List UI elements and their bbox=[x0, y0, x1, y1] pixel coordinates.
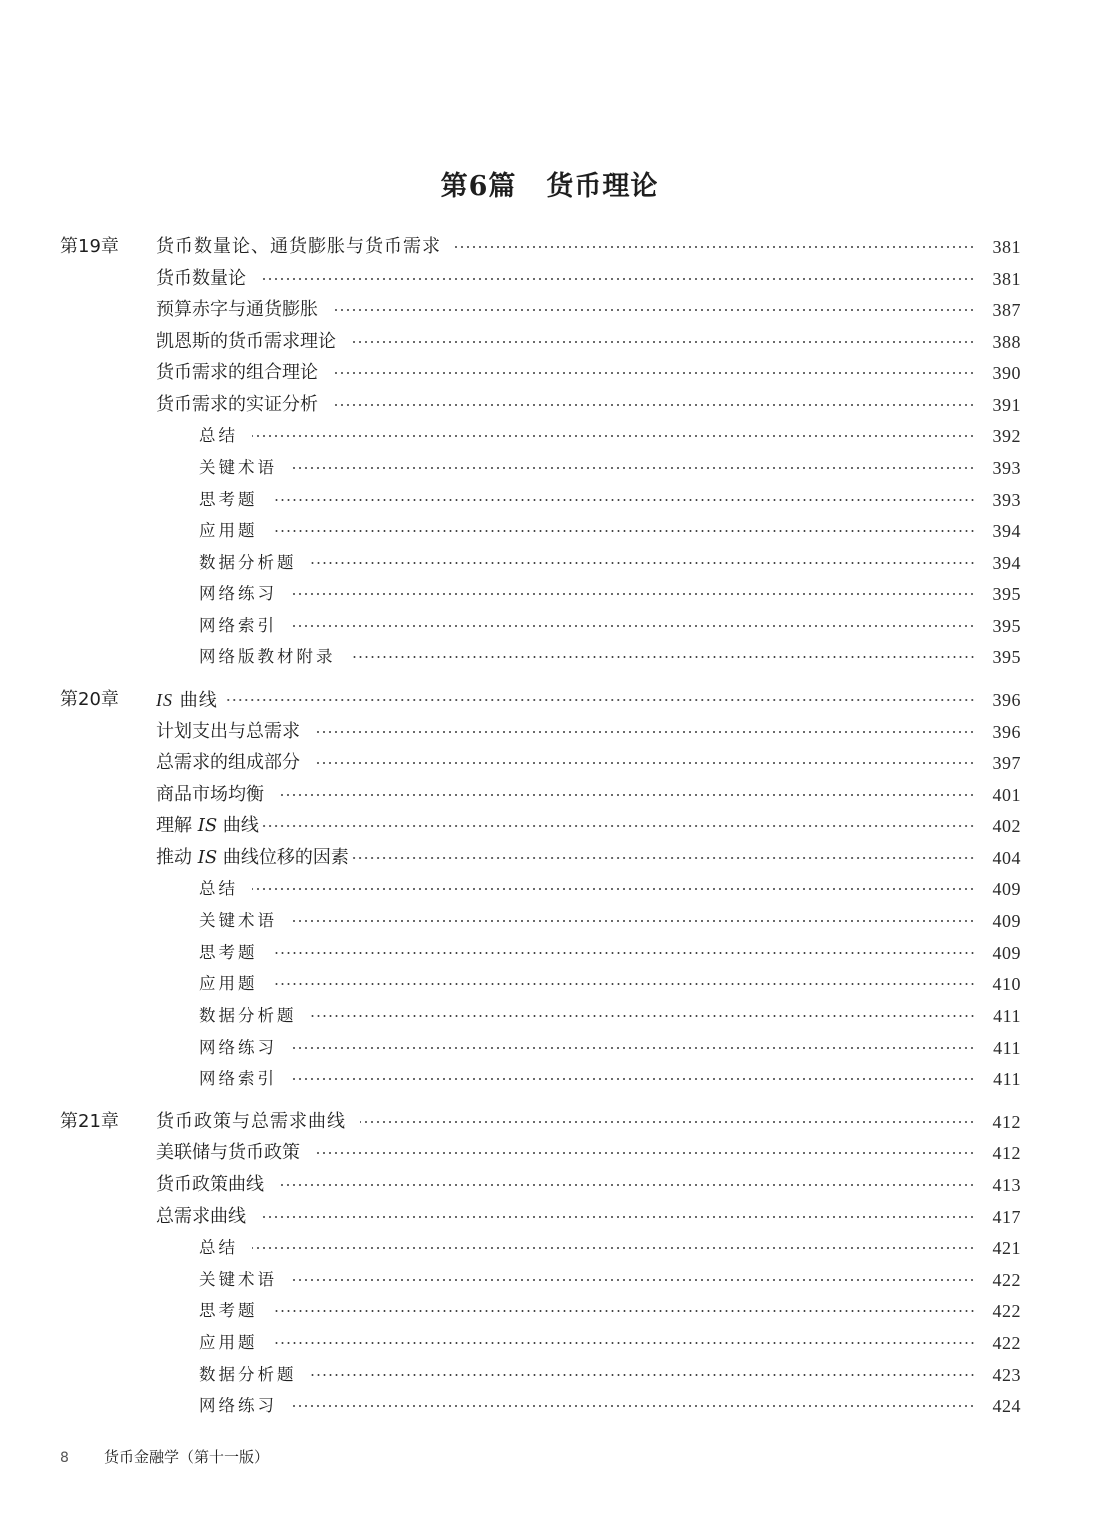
toc-section[interactable] bbox=[156, 295, 1021, 325]
page-number: 402 bbox=[992, 816, 1021, 836]
footer-book-title: 货币金融学（第十一版） bbox=[104, 1448, 270, 1466]
toc-section[interactable] bbox=[156, 327, 1021, 357]
dot-leader bbox=[291, 467, 975, 469]
part-name: 货币理论 bbox=[546, 171, 659, 202]
subsection-title: 网络练习 bbox=[199, 1038, 277, 1057]
toc-subsection[interactable] bbox=[199, 516, 1021, 546]
page-number: 392 bbox=[992, 426, 1021, 446]
toc-subsection[interactable] bbox=[199, 421, 1021, 451]
toc-subsection[interactable] bbox=[199, 1391, 1021, 1421]
dot-leader bbox=[360, 1121, 975, 1123]
section-title: 预算赤字与通货膨胀 bbox=[156, 299, 318, 320]
subsection-title: 应用题 bbox=[199, 1333, 258, 1352]
dot-leader bbox=[332, 309, 975, 311]
section-title: 总需求的组成部分 bbox=[156, 752, 300, 773]
page-number: 388 bbox=[992, 332, 1021, 352]
subsection-title: 总结 bbox=[199, 426, 238, 445]
toc-subsection[interactable] bbox=[199, 579, 1021, 609]
page-number: 396 bbox=[992, 690, 1021, 710]
toc-subsection[interactable] bbox=[199, 485, 1021, 515]
part-title bbox=[0, 164, 1099, 203]
is-italic: IS bbox=[156, 689, 173, 710]
dot-leader bbox=[350, 341, 975, 343]
toc-subsection[interactable] bbox=[199, 1265, 1021, 1295]
subsection-title: 总结 bbox=[199, 1238, 238, 1257]
page-number: 396 bbox=[992, 722, 1021, 742]
dot-leader bbox=[353, 857, 975, 859]
toc-subsection[interactable] bbox=[199, 969, 1021, 999]
dot-leader bbox=[272, 1342, 976, 1344]
toc-section[interactable] bbox=[156, 748, 1021, 778]
toc-subsection[interactable] bbox=[199, 1296, 1021, 1326]
page-number: 409 bbox=[992, 943, 1021, 963]
chapter-number: 第19章 bbox=[60, 236, 119, 257]
toc-section[interactable] bbox=[156, 264, 1021, 294]
page-number: 411 bbox=[993, 1069, 1021, 1089]
page-number: 422 bbox=[992, 1333, 1021, 1353]
toc-section[interactable] bbox=[156, 1138, 1021, 1168]
toc-subsection[interactable] bbox=[199, 906, 1021, 936]
toc-subsection[interactable] bbox=[199, 1033, 1021, 1063]
toc-subsection[interactable] bbox=[199, 938, 1021, 968]
page-number: 395 bbox=[992, 616, 1021, 636]
dot-leader bbox=[332, 372, 975, 374]
subsection-title: 网络索引 bbox=[199, 616, 277, 635]
page-number: 417 bbox=[992, 1207, 1021, 1227]
section-title: 计划支出与总需求 bbox=[156, 721, 300, 742]
page-number: 395 bbox=[992, 584, 1021, 604]
page-number: 393 bbox=[992, 458, 1021, 478]
dot-leader bbox=[291, 593, 975, 595]
subsection-title: 思考题 bbox=[199, 1301, 258, 1320]
section-title bbox=[156, 811, 259, 841]
page-number: 381 bbox=[992, 237, 1021, 257]
chapter-number: 第21章 bbox=[60, 1111, 119, 1132]
dot-leader bbox=[350, 656, 976, 658]
subsection-title: 数据分析题 bbox=[199, 1365, 297, 1384]
dot-leader bbox=[224, 699, 975, 701]
subsection-title: 网络练习 bbox=[199, 584, 277, 603]
toc-subsection[interactable] bbox=[199, 1233, 1021, 1263]
toc-subsection[interactable] bbox=[199, 1064, 1021, 1094]
toc-chapter-20[interactable] bbox=[60, 685, 1021, 715]
toc-subsection[interactable] bbox=[199, 1360, 1021, 1390]
section-title: 美联储与货币政策 bbox=[156, 1142, 300, 1163]
subsection-title: 数据分析题 bbox=[199, 553, 297, 572]
dot-leader bbox=[291, 1078, 975, 1080]
page-number: 412 bbox=[992, 1143, 1021, 1163]
page-number: 393 bbox=[992, 490, 1021, 510]
chapter-title bbox=[156, 685, 218, 716]
dot-leader bbox=[263, 825, 975, 827]
toc-section[interactable] bbox=[156, 1202, 1021, 1232]
toc-subsection[interactable] bbox=[199, 874, 1021, 904]
toc-section[interactable] bbox=[156, 780, 1021, 810]
dot-leader bbox=[311, 1374, 976, 1376]
subsection-title: 思考题 bbox=[199, 490, 258, 509]
page-number: 395 bbox=[992, 647, 1021, 667]
dot-leader bbox=[272, 983, 976, 985]
section-title: 总需求曲线 bbox=[156, 1206, 246, 1227]
page-number: 411 bbox=[993, 1038, 1021, 1058]
subsection-title: 关键术语 bbox=[199, 911, 277, 930]
section-title-part: 理解 bbox=[156, 815, 192, 836]
dot-leader bbox=[272, 530, 976, 532]
chapter-title-text: 曲线 bbox=[179, 689, 218, 711]
subsection-title: 网络练习 bbox=[199, 1396, 277, 1415]
dot-leader bbox=[291, 1405, 975, 1407]
dot-leader bbox=[314, 1152, 975, 1154]
dot-leader bbox=[272, 1310, 976, 1312]
dot-leader bbox=[278, 794, 975, 796]
page-number: 421 bbox=[992, 1238, 1021, 1258]
subsection-title: 网络索引 bbox=[199, 1069, 277, 1088]
toc-section[interactable] bbox=[156, 358, 1021, 388]
toc-subsection[interactable] bbox=[199, 453, 1021, 483]
toc-section[interactable] bbox=[156, 717, 1021, 747]
page-number: 397 bbox=[992, 753, 1021, 773]
subsection-title: 网络版教材附录 bbox=[199, 647, 336, 666]
toc-section[interactable] bbox=[156, 811, 1021, 841]
chapter-title: 货币政策与总需求曲线 bbox=[156, 1111, 346, 1132]
toc-subsection[interactable] bbox=[199, 611, 1021, 641]
page-number: 412 bbox=[992, 1112, 1021, 1132]
dot-leader bbox=[252, 888, 975, 890]
page-number: 390 bbox=[992, 363, 1021, 383]
page-number: 411 bbox=[993, 1006, 1021, 1026]
section-title: 商品市场均衡 bbox=[156, 784, 264, 805]
toc-chapter-19[interactable] bbox=[60, 232, 1021, 262]
is-italic: IS bbox=[197, 847, 218, 868]
page-number: 391 bbox=[992, 395, 1021, 415]
chapter-number: 第20章 bbox=[60, 689, 119, 710]
subsection-title: 关键术语 bbox=[199, 458, 277, 477]
toc-subsection[interactable] bbox=[199, 1328, 1021, 1358]
dot-leader bbox=[278, 1184, 975, 1186]
section-title: 货币数量论 bbox=[156, 268, 246, 289]
page-number: 394 bbox=[992, 521, 1021, 541]
page-number: 387 bbox=[992, 300, 1021, 320]
dot-leader bbox=[252, 435, 975, 437]
page-number: 404 bbox=[992, 848, 1021, 868]
section-title-part: 曲线 bbox=[222, 815, 259, 836]
page-number: 422 bbox=[992, 1270, 1021, 1290]
section-title bbox=[156, 843, 349, 873]
dot-leader bbox=[314, 762, 975, 764]
toc-section[interactable] bbox=[156, 1170, 1021, 1200]
section-title-part: 推动 bbox=[156, 847, 192, 868]
section-title: 货币需求的实证分析 bbox=[156, 394, 318, 415]
page-number: 401 bbox=[992, 785, 1021, 805]
part-label: 第6篇 bbox=[440, 171, 517, 202]
is-italic: IS bbox=[197, 815, 218, 836]
page-number: 394 bbox=[992, 553, 1021, 573]
section-title: 货币需求的组合理论 bbox=[156, 362, 318, 383]
footer-page-number: 8 bbox=[60, 1450, 69, 1466]
chapter-title: 货币数量论、通货膨胀与货币需求 bbox=[156, 236, 441, 257]
dot-leader bbox=[311, 1015, 976, 1017]
page-number: 423 bbox=[992, 1365, 1021, 1385]
toc-subsection[interactable] bbox=[199, 548, 1021, 578]
subsection-title: 应用题 bbox=[199, 521, 258, 540]
dot-leader bbox=[311, 562, 976, 564]
dot-leader bbox=[455, 246, 975, 248]
dot-leader bbox=[332, 404, 975, 406]
dot-leader bbox=[291, 1047, 975, 1049]
section-title: 凯恩斯的货币需求理论 bbox=[156, 331, 336, 352]
dot-leader bbox=[291, 920, 975, 922]
page-number: 409 bbox=[992, 911, 1021, 931]
subsection-title: 总结 bbox=[199, 879, 238, 898]
page-number: 409 bbox=[992, 879, 1021, 899]
page-number: 413 bbox=[992, 1175, 1021, 1195]
section-title-part: 曲线位移的因素 bbox=[222, 847, 349, 868]
dot-leader bbox=[272, 499, 976, 501]
page-number: 410 bbox=[992, 974, 1021, 994]
page-number: 422 bbox=[992, 1301, 1021, 1321]
dot-leader bbox=[291, 625, 975, 627]
toc-section[interactable] bbox=[156, 843, 1021, 873]
section-title: 货币政策曲线 bbox=[156, 1174, 264, 1195]
subsection-title: 应用题 bbox=[199, 974, 258, 993]
subsection-title: 思考题 bbox=[199, 943, 258, 962]
dot-leader bbox=[252, 1247, 975, 1249]
toc-chapter-21[interactable] bbox=[60, 1107, 1021, 1137]
dot-leader bbox=[260, 278, 975, 280]
page-number: 424 bbox=[992, 1396, 1021, 1416]
page-footer bbox=[60, 1446, 269, 1468]
toc-subsection[interactable] bbox=[199, 642, 1021, 672]
toc-section[interactable] bbox=[156, 390, 1021, 420]
toc-subsection[interactable] bbox=[199, 1001, 1021, 1031]
page-number: 381 bbox=[992, 269, 1021, 289]
dot-leader bbox=[260, 1216, 975, 1218]
dot-leader bbox=[314, 731, 975, 733]
subsection-title: 数据分析题 bbox=[199, 1006, 297, 1025]
dot-leader bbox=[291, 1279, 975, 1281]
dot-leader bbox=[272, 952, 976, 954]
subsection-title: 关键术语 bbox=[199, 1270, 277, 1289]
